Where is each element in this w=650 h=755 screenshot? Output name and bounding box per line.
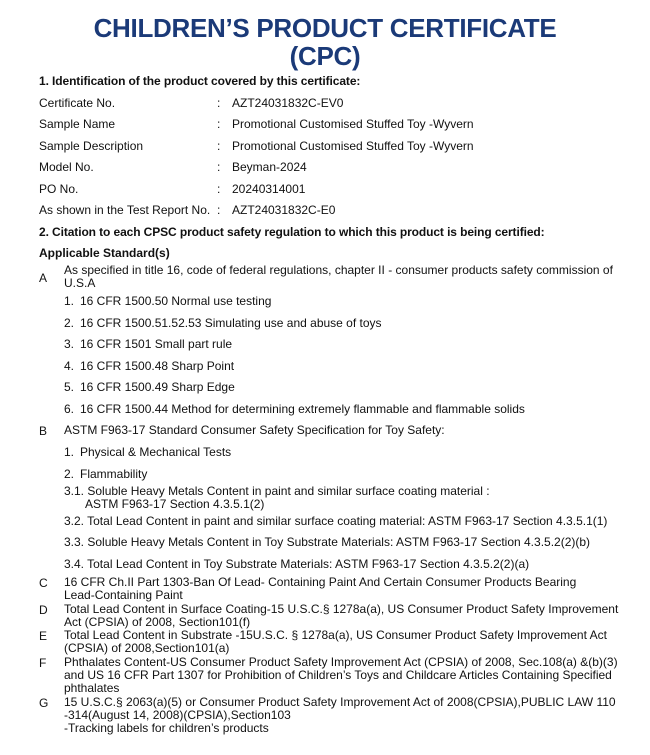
list-item xyxy=(64,380,235,394)
field-sample-description xyxy=(39,139,639,155)
sub-item-text: 3.1. Soluble Heavy Metals Content in paint and similar surface coating material : xyxy=(64,484,490,498)
standard-d-line: Act (CPSIA) of 2008, Section101(f) xyxy=(64,615,251,629)
item-text: 16 CFR 1500.49 Sharp Edge xyxy=(80,380,235,394)
standard-c-text xyxy=(64,576,624,602)
list-item xyxy=(64,402,525,416)
item-number: 5. xyxy=(64,380,75,394)
item-text: 16 CFR 1501 Small part rule xyxy=(80,337,233,351)
item-number: 1. xyxy=(64,294,75,308)
field-value: AZT24031832C-EV0 xyxy=(232,96,344,110)
field-sample-name xyxy=(39,117,639,133)
sub-item-3-2: 3.2. Total Lead Content in paint and similar surface coating material: ASTM F963-17 Section 4.3.5.1(1) xyxy=(64,514,608,528)
sub-item-text-continued: ASTM F963-17 Section 4.3.5.1(2) xyxy=(85,497,265,511)
standard-f-text xyxy=(64,656,624,695)
field-colon: : xyxy=(217,117,221,131)
field-colon: : xyxy=(217,203,221,217)
field-label: Model No. xyxy=(39,160,94,174)
standard-letter-c: C xyxy=(39,576,48,590)
field-colon: : xyxy=(217,160,221,174)
standard-letter-b: B xyxy=(39,424,48,438)
item-text: Physical & Mechanical Tests xyxy=(80,445,232,459)
list-item xyxy=(64,294,271,308)
item-number: 2. xyxy=(64,316,75,330)
sub-item-3-1 xyxy=(64,485,490,511)
applicable-standards-heading: Applicable Standard(s) xyxy=(39,246,170,260)
standard-a-text xyxy=(64,264,624,290)
standard-f-line: phthalates xyxy=(64,681,120,695)
list-item xyxy=(64,337,232,351)
standard-letter-e: E xyxy=(39,629,48,643)
item-text: 16 CFR 1500.51.52.53 Simulating use and abuse of toys xyxy=(80,316,382,330)
standard-g-line: -Tracking labels for children’s products xyxy=(64,721,269,735)
field-label: Certificate No. xyxy=(39,96,116,110)
standard-e-line: (CPSIA) of 2008,Section101(a) xyxy=(64,641,230,655)
section-2-heading: 2. Citation to each CPSC product safety regulation to which this product is being certified: xyxy=(39,225,545,239)
field-label: As shown in the Test Report No. xyxy=(39,203,211,217)
standard-d-text xyxy=(64,603,624,629)
item-number: 3. xyxy=(64,337,75,351)
standard-d-line: Total Lead Content in Surface Coating-15 U.S.C.§ 1278a(a), US Consumer Product Safety Improvement xyxy=(64,602,619,616)
field-value: Promotional Customised Stuffed Toy -Wyvern xyxy=(232,139,474,153)
standard-letter-g: G xyxy=(39,696,49,710)
standard-e-text xyxy=(64,629,624,655)
item-text: Flammability xyxy=(80,467,148,481)
standard-a-line: As specified in title 16, code of federal regulations, chapter II - consumer products safety commission of xyxy=(64,263,613,277)
item-number: 4. xyxy=(64,359,75,373)
field-label: Sample Name xyxy=(39,117,116,131)
standard-g-text xyxy=(64,696,624,735)
list-item xyxy=(64,359,234,373)
standard-e-line: Total Lead Content in Substrate -15U.S.C. § 1278a(a), US Consumer Product Safety Improvement Act xyxy=(64,628,607,642)
field-value: Beyman-2024 xyxy=(232,160,307,174)
standard-f-line: and US 16 CFR Part 1307 for Prohibition of Children’s Toys and Childcare Articles Containing Specified xyxy=(64,668,612,682)
field-po-no xyxy=(39,182,639,198)
page-title: CHILDREN’S PRODUCT CERTIFICATE xyxy=(93,13,557,43)
sub-item-3-4: 3.4. Total Lead Content in Toy Substrate Materials: ASTM F963-17 Section 4.3.5.2(2)(a) xyxy=(64,557,530,571)
field-label: PO No. xyxy=(39,182,79,196)
standard-f-line: Phthalates Content-US Consumer Product Safety Improvement Act (CPSIA) of 2008, Sec.108(a) &(b)(3) xyxy=(64,655,618,669)
item-number: 6. xyxy=(64,402,75,416)
field-colon: : xyxy=(217,139,221,153)
standard-c-line: 16 CFR Ch.II Part 1303-Ban Of Lead- Containing Paint And Certain Consumer Products Bearing xyxy=(64,575,577,589)
item-number: 1. xyxy=(64,445,75,459)
field-colon: : xyxy=(217,182,221,196)
item-text: 16 CFR 1500.44 Method for determining extremely flammable and flammable solids xyxy=(80,402,525,416)
page-title-abbreviation: (CPC) xyxy=(289,41,361,71)
standard-g-line: -314(August 14, 2008)(CPSIA),Section103 xyxy=(64,708,291,722)
list-item xyxy=(64,316,382,330)
standard-letter-d: D xyxy=(39,603,48,617)
field-model-no xyxy=(39,160,639,176)
field-certificate-no xyxy=(39,96,639,112)
standard-g-line: 15 U.S.C.§ 2063(a)(5) or Consumer Product Safety Improvement Act of 2008(CPSIA),PUBLIC LAW 110 xyxy=(64,695,616,709)
standard-b-text: ASTM F963-17 Standard Consumer Safety Specification for Toy Safety: xyxy=(64,423,445,437)
field-test-report-no xyxy=(39,203,639,219)
item-text: 16 CFR 1500.50 Normal use testing xyxy=(80,294,272,308)
field-value: 20240314001 xyxy=(232,182,306,196)
standard-a-line: U.S.A xyxy=(64,276,96,290)
standard-letter-f: F xyxy=(39,656,47,670)
item-text: 16 CFR 1500.48 Sharp Point xyxy=(80,359,235,373)
standard-c-line: Lead-Containing Paint xyxy=(64,588,183,602)
list-item xyxy=(64,445,231,459)
field-colon: : xyxy=(217,96,221,110)
sub-item-3-3: 3.3. Soluble Heavy Metals Content in Toy Substrate Materials: ASTM F963-17 Section 4.3.5.2(2)(b) xyxy=(64,535,591,549)
standard-letter-a: A xyxy=(39,271,48,285)
item-number: 2. xyxy=(64,467,75,481)
section-1-heading: 1. Identification of the product covered by this certificate: xyxy=(39,74,361,88)
field-label: Sample Description xyxy=(39,139,144,153)
field-value: AZT24031832C-E0 xyxy=(232,203,336,217)
field-value: Promotional Customised Stuffed Toy -Wyvern xyxy=(232,117,474,131)
list-item xyxy=(64,467,147,481)
